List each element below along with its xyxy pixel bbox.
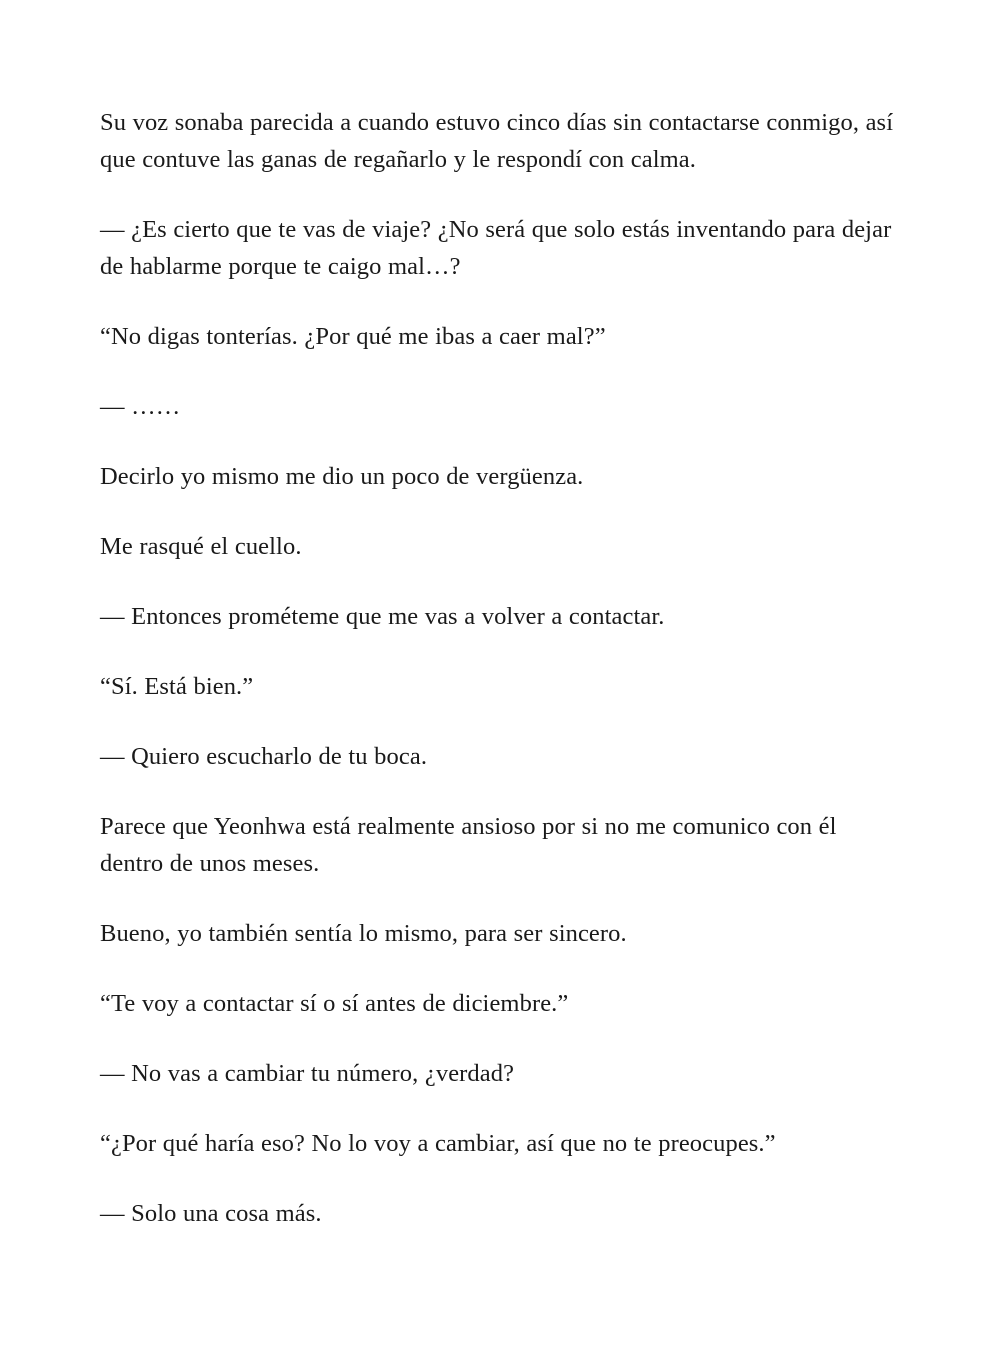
paragraph: “Sí. Está bien.” (100, 673, 254, 700)
paragraph: — No vas a cambiar tu número, ¿verdad? (100, 1060, 515, 1087)
paragraph: Decirlo yo mismo me dio un poco de vergüenza. (100, 463, 584, 490)
paragraph: — Quiero escucharlo de tu boca. (100, 743, 428, 770)
paragraph: “¿Por qué haría eso? No lo voy a cambiar, así que no te preocupes.” (100, 1130, 776, 1157)
paragraph: — ¿Es cierto que te vas de viaje? ¿No será que solo estás inventando para dejar de hablarme porque te caigo mal…? (100, 216, 892, 280)
body-text-column (100, 104, 896, 1232)
paragraph: Parece que Yeonhwa está realmente ansioso por si no me comunico con él dentro de unos meses. (100, 813, 837, 877)
paragraph: — Entonces prométeme que me vas a volver a contactar. (100, 603, 665, 630)
paragraph: Bueno, yo también sentía lo mismo, para ser sincero. (100, 920, 627, 947)
paragraph: “Te voy a contactar sí o sí antes de diciembre.” (100, 990, 569, 1017)
paragraph: Me rasqué el cuello. (100, 533, 302, 560)
paragraph: Su voz sonaba parecida a cuando estuvo cinco días sin contactarse conmigo, así que contuve las ganas de regañarlo y le respondí con calma. (100, 109, 894, 173)
paragraph: “No digas tonterías. ¿Por qué me ibas a caer mal?” (100, 323, 606, 350)
paragraph: — Solo una cosa más. (100, 1200, 322, 1227)
paragraph: — …… (100, 393, 181, 420)
